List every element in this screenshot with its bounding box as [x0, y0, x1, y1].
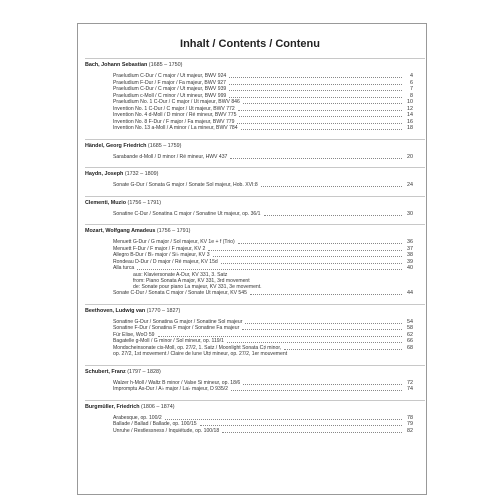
entry-page: 6 [410, 79, 413, 86]
entry-title: Praeludium C-Dur / C major / Ut majeur, BWV 924 [113, 73, 227, 79]
leader-dots [213, 256, 402, 257]
entry-page: 36 [407, 239, 413, 245]
leader-dots [242, 329, 402, 330]
entry-page: 8 [410, 92, 413, 99]
entry-list [85, 239, 425, 297]
entry-title: Invention No. 13 a-Moll / A minor / La mineur, BWV 784 [113, 125, 238, 131]
leader-dots [231, 390, 402, 391]
composer-dates: (1797 – 1828) [125, 368, 161, 375]
composer-dates: (1685 – 1750) [147, 62, 183, 68]
entry-title: Sarabande d-Moll / D minor / Ré mineur, HWV 437 [113, 153, 228, 160]
composer-dates: (1732 – 1809) [123, 171, 159, 177]
leader-dots [229, 77, 402, 78]
leader-dots [229, 84, 402, 85]
composer-section [85, 167, 425, 189]
composer-heading [85, 368, 425, 376]
leader-dots [200, 425, 402, 426]
entry-page: 40 [407, 265, 413, 271]
composer-heading [85, 170, 425, 178]
composer-heading [85, 403, 425, 411]
entry-page: 39 [407, 258, 413, 265]
leader-dots [230, 158, 402, 159]
toc-entry[interactable] [85, 428, 425, 435]
composer-dates: (1756 – 1791) [126, 199, 162, 206]
composer-dates: (1756 – 1791) [155, 228, 191, 234]
entry-title: Walzer h-Moll / Waltz B minor / Valse Si mineur, op. 18/6 [113, 379, 241, 386]
entry-page: 54 [407, 318, 413, 325]
entry-title: Ballade / Ballad / Ballade, op. 100/15 [113, 421, 197, 428]
entry-title: Invention No. 8 F-Dur / F major / Fa majeur, BWV 779 [113, 118, 235, 125]
composer-name: Beethoven, Ludwig van [85, 307, 146, 314]
composer-section [85, 304, 425, 358]
entry-title: Invention No. 1 C-Dur / C major / Ut majeur, BWV 772 [113, 105, 235, 112]
entry-title: Menuett F-Dur / F major / F majeur, KV 2 [113, 245, 206, 252]
entry-title: Rondeau D-Dur / D major / Ré majeur, KV 15d [113, 258, 218, 265]
leader-dots [239, 116, 402, 117]
entry-title: Unruhe / Restlessness / Inquiétude, op. 100/18 [113, 427, 220, 434]
entry-title: Impromptu As-Dur / A♭ major / La♭ majeur, D 935/2 [113, 386, 228, 393]
entry-title: Praeludium No. 1 C-Dur / C major / Ut majeur, BWV 846 [113, 99, 240, 105]
entry-page: 79 [407, 421, 413, 428]
entry-note: de: Sonate pour piano La majeur, KV 331, 3e movement. [133, 284, 262, 291]
leader-dots [208, 250, 402, 251]
entry-title: Menuett G-Dur / G major / Sol majeur, KV 1e + f (Trio) [113, 239, 235, 245]
leader-dots [261, 186, 402, 187]
entry-page: 44 [407, 290, 413, 297]
composer-name: Burgmüller, Friedrich [85, 403, 140, 410]
entry-title: Sonate C-Dur / Sonata C major / Sonate Ut majeur, KV 545 [113, 290, 247, 297]
entry-title: Allegro B-Dur / B♭ major / Si♭ majeur, KV 3 [113, 252, 210, 258]
entry-note: op. 27/2, 1st movement / Claire de lune Ut♯ mineur, op. 27/2, 1er mouvement [113, 351, 288, 358]
leader-dots [158, 336, 402, 337]
leader-dots [165, 419, 402, 420]
entry-page: 30 [407, 210, 413, 217]
composer-name: Schubert, Franz [85, 368, 126, 375]
leader-dots [229, 97, 402, 98]
entry-title: Invention No. 4 d-Moll / D minor / Ré mineur, BWV 775 [113, 112, 237, 118]
entry-title: Praeludium c-Moll / C minor / Ut mineur, BWV 999 [113, 92, 227, 99]
toc-entry[interactable] [85, 125, 425, 132]
leader-dots [221, 263, 402, 264]
entry-page: 4 [410, 73, 413, 79]
entry-title: Bagatelle g-Moll / G minor / Sol mineur, op. 119/1 [113, 338, 224, 345]
composer-heading [85, 61, 425, 69]
entry-page: 74 [407, 386, 413, 393]
leader-dots [222, 432, 402, 433]
table-of-contents [85, 58, 425, 434]
entry-title: Praeludium C-Dur / C major / Ut majeur, BWV 939 [113, 86, 227, 92]
entry-list [85, 319, 425, 358]
entry-page: 62 [407, 331, 413, 338]
entry-page: 82 [407, 427, 413, 434]
toc-entry[interactable] [85, 182, 425, 189]
entry-list [85, 154, 425, 161]
entry-title: Sonatine G-Dur / Sonatina G major / Sonatine Sol majeur [113, 318, 243, 325]
entry-page: 10 [407, 99, 413, 105]
entry-title: Alla turca [113, 265, 135, 271]
entry-list [85, 380, 425, 393]
entry-page: 20 [407, 153, 413, 160]
leader-dots [238, 110, 402, 111]
composer-name: Händel, Georg Friedrich [85, 142, 147, 149]
leader-dots [137, 269, 402, 270]
leader-dots [237, 123, 402, 124]
leader-dots [264, 215, 402, 216]
entry-page: 72 [407, 379, 413, 386]
composer-section [85, 196, 425, 218]
leader-dots [227, 342, 402, 343]
entry-page: 14 [407, 112, 413, 118]
composer-section [85, 365, 425, 393]
toc-entry[interactable] [85, 154, 425, 161]
entry-page: 24 [407, 182, 413, 188]
leader-dots [245, 323, 402, 324]
entry-page: 66 [407, 338, 413, 345]
composer-heading [85, 199, 425, 207]
leader-dots [243, 103, 402, 104]
entry-page: 68 [407, 344, 413, 351]
entry-title: Arabesque, op. 100/2 [113, 414, 162, 421]
entry-page: 7 [410, 86, 413, 92]
entry-page: 12 [407, 105, 413, 112]
leader-dots [284, 349, 402, 350]
composer-dates: (1685 – 1759) [146, 142, 182, 149]
entry-list [85, 211, 425, 218]
composer-section [85, 58, 425, 132]
entry-list [85, 415, 425, 435]
entry-page: 58 [407, 325, 413, 332]
leader-dots [229, 90, 402, 91]
entry-title: Mondscheinsonate cis-Moll, op. 27/2, 1. Satz / Moonlight Sonata C♯ minor, [113, 344, 282, 351]
composer-dates: (1806 – 1874) [139, 403, 175, 410]
composer-name: Haydn, Joseph [85, 171, 124, 177]
entry-title: Für Elise, WoO 59 [113, 331, 155, 338]
entry-title: Sonatine C-Dur / Sonatina C major / Sonatine Ut majeur, op. 36/1 [113, 210, 261, 217]
entry-title: Praeludium F-Dur / F major / Fa majeur, BWV 927 [113, 79, 226, 86]
page-title: Inhalt / Contents / Contenu [180, 38, 320, 50]
composer-section [85, 400, 425, 435]
composer-name: Bach, Johann Sebastian [85, 62, 148, 68]
entry-note: from: Piano Sonata A major, KV 331, 3rd movement [133, 277, 250, 284]
entry-note: aus: Klaviersonate A-Dur, KV 331, 3. Satz [133, 271, 228, 278]
composer-heading [85, 142, 425, 150]
entry-page: 38 [407, 252, 413, 258]
composer-heading [85, 307, 425, 315]
entry-list [85, 182, 425, 189]
composer-name: Clementi, Muzio [85, 199, 127, 206]
composer-dates: (1770 – 1827) [145, 307, 181, 314]
entry-title: Sonate G-Dur / Sonata G major / Sonate Sol majeur, Hob. XVI:8 [113, 182, 258, 188]
entry-title: Sonatine F-Dur / Sonatina F major / Sonatine Fa majeur [113, 325, 240, 332]
entry-page: 78 [407, 414, 413, 421]
leader-dots [238, 243, 402, 244]
composer-name: Mozart, Wolfgang Amadeus [85, 228, 156, 234]
entry-page: 16 [407, 118, 413, 125]
leader-dots [241, 129, 402, 130]
toc-entry[interactable] [85, 290, 425, 297]
leader-dots [243, 384, 402, 385]
toc-entry[interactable] [85, 386, 425, 393]
entry-list [85, 73, 425, 132]
toc-entry[interactable] [85, 211, 425, 218]
entry-page: 37 [407, 245, 413, 252]
composer-section [85, 224, 425, 297]
entry-page: 18 [407, 125, 413, 131]
composer-section [85, 139, 425, 161]
leader-dots [250, 294, 402, 295]
composer-heading [85, 227, 425, 235]
